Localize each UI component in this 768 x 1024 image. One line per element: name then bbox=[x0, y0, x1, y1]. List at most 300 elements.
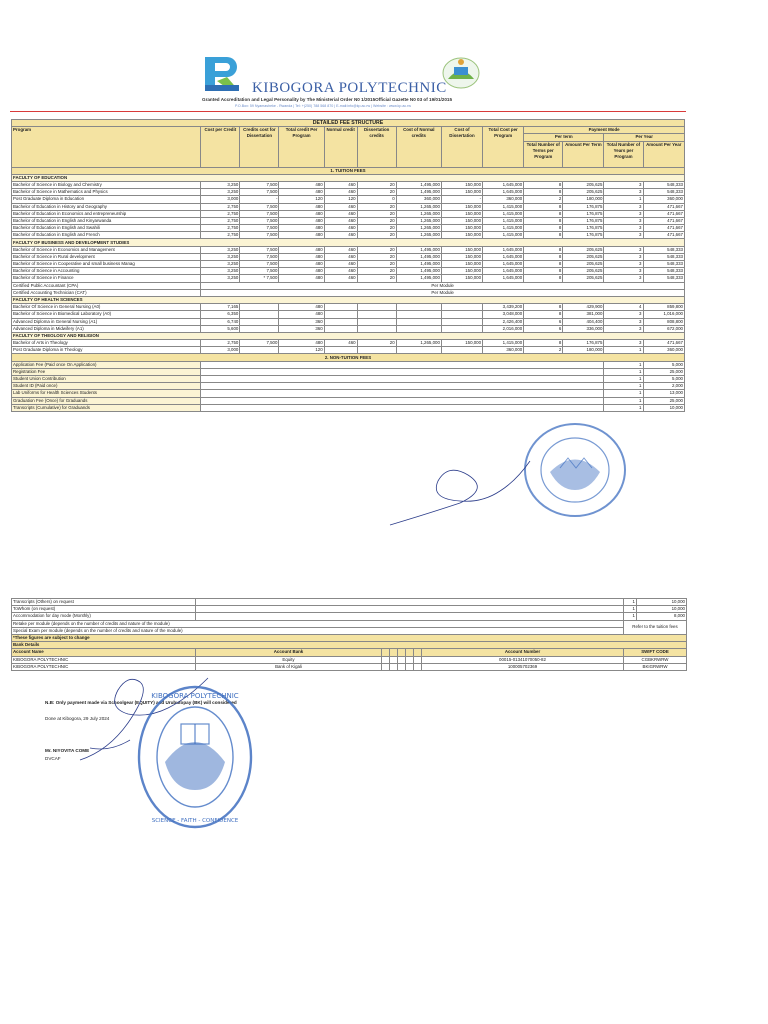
fee-cell: 7,500 bbox=[240, 246, 279, 253]
fee-cell: 3,250 bbox=[201, 189, 240, 196]
fee-cell: 360,000 bbox=[483, 347, 524, 354]
faculty-name: FACULTY OF EDUCATION bbox=[12, 174, 685, 181]
bank-col-account-bank: Account Bank bbox=[196, 649, 382, 656]
fee-cell: 471,667 bbox=[643, 217, 685, 224]
fee-cell bbox=[324, 304, 357, 311]
non-tuition-row bbox=[12, 368, 685, 375]
fee-count: 1 bbox=[624, 613, 637, 620]
per-module-note: Per Module bbox=[201, 282, 685, 289]
fee-cell: 20 bbox=[357, 203, 396, 210]
fee-cell: 20 bbox=[357, 225, 396, 232]
fee-name: Application Fee (Paid once On Application) bbox=[12, 361, 201, 368]
blank-cell bbox=[201, 404, 604, 411]
fee-cell: 2 bbox=[524, 347, 563, 354]
fee-cell: 7,500 bbox=[240, 232, 279, 239]
fee-cell: 205,625 bbox=[563, 253, 604, 260]
fee-cell: 480 bbox=[279, 268, 324, 275]
fee-cell: 205,625 bbox=[563, 275, 604, 282]
per-module-note: Per Module bbox=[201, 289, 685, 296]
program-row bbox=[12, 311, 685, 318]
blank-cell bbox=[201, 368, 604, 375]
blank-cell bbox=[382, 656, 390, 663]
col-program: Program bbox=[12, 127, 201, 167]
blank-cell bbox=[382, 649, 390, 656]
fee-cell: 3 bbox=[604, 189, 643, 196]
fee-cell: 1,265,000 bbox=[396, 203, 441, 210]
fee-cell: 7,500 bbox=[240, 253, 279, 260]
fee-row bbox=[12, 613, 687, 620]
account-number: 00015-01341070050-82 bbox=[422, 656, 624, 663]
fee-cell: 1,415,000 bbox=[483, 225, 524, 232]
signature-icon bbox=[380, 455, 540, 535]
program-name: Post Graduate Diploma in Education bbox=[12, 196, 201, 203]
fee-name: Student ID (Paid once) bbox=[12, 383, 201, 390]
fee-cell: 480 bbox=[279, 275, 324, 282]
fee-cell: 480 bbox=[279, 217, 324, 224]
fee-cell: 8 bbox=[524, 203, 563, 210]
fee-cell: 8 bbox=[524, 246, 563, 253]
fee-cell: 1,415,000 bbox=[483, 340, 524, 347]
blank-cell bbox=[406, 663, 414, 670]
special-exam-row bbox=[12, 627, 687, 634]
blank-cell bbox=[390, 663, 398, 670]
fee-cell: 176,875 bbox=[563, 340, 604, 347]
faculty-name: FACULTY OF HEALTH SCIENCES bbox=[12, 296, 685, 303]
fee-cell: 1 bbox=[604, 347, 643, 354]
fee-cell: 6,740 bbox=[201, 318, 240, 325]
fee-cell: 8 bbox=[524, 253, 563, 260]
program-row bbox=[12, 304, 685, 311]
fee-cell bbox=[441, 325, 482, 332]
program-name: Bachelor of Science in Biology and Chemistry bbox=[12, 181, 201, 188]
fee-cell bbox=[441, 311, 482, 318]
program-row bbox=[12, 268, 685, 275]
program-row bbox=[12, 217, 685, 224]
fee-name: Accommodation for day mode (Monthly) bbox=[12, 613, 196, 620]
fee-cell: 2,750 bbox=[201, 203, 240, 210]
fee-cell: 480 bbox=[279, 246, 324, 253]
program-name: Bachelor of Science in Mathematics and Physics bbox=[12, 189, 201, 196]
fee-cell: 176,875 bbox=[563, 225, 604, 232]
fee-cell: 548,333 bbox=[643, 261, 685, 268]
blank-cell bbox=[201, 390, 604, 397]
fee-count: 1 bbox=[604, 376, 643, 383]
fee-cell: 7,500 bbox=[240, 210, 279, 217]
fee-cell: 1,495,000 bbox=[396, 275, 441, 282]
fee-cell: 176,875 bbox=[563, 217, 604, 224]
blank-cell bbox=[196, 613, 624, 620]
fee-count: 1 bbox=[624, 606, 637, 613]
fee-cell: 2,750 bbox=[201, 225, 240, 232]
program-name: Bachelor of Science in Economics and Management bbox=[12, 246, 201, 253]
blank-cell bbox=[196, 599, 624, 606]
fee-count: 1 bbox=[604, 361, 643, 368]
accreditation-line: Granted Accreditation and Legal Personality by The Ministerial Order N0 1/2015Official Gazette N0 03 of 19/01/2015 bbox=[202, 97, 453, 102]
fee-cell: 360,000 bbox=[643, 196, 685, 203]
fee-row bbox=[12, 606, 687, 613]
fee-cell: 2,426,400 bbox=[483, 318, 524, 325]
fee-cell: 859,800 bbox=[643, 304, 685, 311]
bank-header-row bbox=[12, 649, 687, 656]
account-number: 100005702369 bbox=[422, 663, 624, 670]
fee-cell: - bbox=[240, 196, 279, 203]
fee-cell: 8 bbox=[524, 225, 563, 232]
fee-cell: 176,875 bbox=[563, 232, 604, 239]
header-divider bbox=[10, 111, 686, 112]
program-name: Bachelor of Science in Finance bbox=[12, 275, 201, 282]
fee-cell: 480 bbox=[279, 253, 324, 260]
faculty-name: FACULTY OF BUSINESS AND DEVELOPMENT STUDIES bbox=[12, 239, 685, 246]
program-row bbox=[12, 225, 685, 232]
fee-cell bbox=[396, 304, 441, 311]
fee-cell: 8 bbox=[524, 304, 563, 311]
fee-cell: 460 bbox=[324, 261, 357, 268]
fee-cell bbox=[240, 304, 279, 311]
fee-cell bbox=[240, 318, 279, 325]
col-amount-per-term: Amount Per Term bbox=[563, 141, 604, 167]
non-tuition-section-title: 2. NON-TUITION FEES bbox=[12, 354, 685, 361]
table-title: DETAILED FEE STRUCTURE bbox=[12, 120, 685, 127]
fee-cell: 480 bbox=[279, 261, 324, 268]
fee-cell: 1,495,000 bbox=[396, 181, 441, 188]
blank-cell bbox=[201, 361, 604, 368]
fee-cell: 20 bbox=[357, 181, 396, 188]
faculty-header-row bbox=[12, 239, 685, 246]
fee-cell: 1,415,000 bbox=[483, 217, 524, 224]
fee-cell: 360,000 bbox=[483, 196, 524, 203]
fee-cell: 3,048,000 bbox=[483, 311, 524, 318]
fee-cell: 3 bbox=[604, 325, 643, 332]
non-tuition-row bbox=[12, 383, 685, 390]
account-name: KIBOGORA POLYTECHNIC bbox=[12, 663, 196, 670]
fee-cell: 8 bbox=[524, 268, 563, 275]
fee-cell: 460 bbox=[324, 225, 357, 232]
non-tuition-section-row bbox=[12, 354, 685, 361]
program-row bbox=[12, 289, 685, 296]
fee-cell: 150,000 bbox=[441, 232, 482, 239]
program-row bbox=[12, 325, 685, 332]
fee-cell bbox=[240, 347, 279, 354]
bank-col-account-name: Account Name bbox=[12, 649, 196, 656]
faculty-name: FACULTY OF THEOLOGY AND RELIGION bbox=[12, 332, 685, 339]
signatory-title: DVCAF bbox=[45, 756, 61, 761]
fee-cell: 3 bbox=[604, 261, 643, 268]
program-name: Bachelor of Science in Accounting bbox=[12, 268, 201, 275]
blank-cell bbox=[390, 649, 398, 656]
stamp-top-text: KIBOGORA POLYTECHNIC bbox=[151, 692, 239, 700]
col-years-per-program: Total Number of Years per Program bbox=[604, 141, 643, 167]
program-name: Bachelor of Education in English and Kinyarwanda bbox=[12, 217, 201, 224]
fee-amount: 10,000 bbox=[637, 606, 687, 613]
fee-cell: 1,645,000 bbox=[483, 253, 524, 260]
fee-cell: 548,333 bbox=[643, 268, 685, 275]
fee-cell: 1 bbox=[604, 196, 643, 203]
col-total-cost: Total Cost per Program bbox=[483, 127, 524, 167]
fee-cell bbox=[324, 318, 357, 325]
fee-cell: 20 bbox=[357, 340, 396, 347]
fee-cell: 471,667 bbox=[643, 340, 685, 347]
blank-cell bbox=[414, 649, 422, 656]
fee-cell: 20 bbox=[357, 217, 396, 224]
fee-cell: 460 bbox=[324, 275, 357, 282]
fee-count: 1 bbox=[604, 368, 643, 375]
blank-cell bbox=[201, 397, 604, 404]
fee-cell: 3,250 bbox=[201, 253, 240, 260]
fee-cell: 360,000 bbox=[643, 347, 685, 354]
retake-row bbox=[12, 620, 687, 627]
fee-cell: 20 bbox=[357, 246, 396, 253]
bank-details-title: Bank Details bbox=[12, 642, 687, 649]
fee-amount: 25,000 bbox=[643, 368, 685, 375]
fee-count: 1 bbox=[624, 599, 637, 606]
fee-cell: 480 bbox=[279, 304, 324, 311]
fee-cell: 7,500 bbox=[240, 340, 279, 347]
fee-cell: 1,645,000 bbox=[483, 189, 524, 196]
program-name: Bachelor of Education in History and Geography bbox=[12, 203, 201, 210]
fee-cell: 480 bbox=[279, 232, 324, 239]
non-tuition-row bbox=[12, 361, 685, 368]
program-name: Post Graduate Diploma in Theology bbox=[12, 347, 201, 354]
fee-cell: 1,265,000 bbox=[396, 210, 441, 217]
program-row bbox=[12, 261, 685, 268]
fee-cell bbox=[441, 304, 482, 311]
program-row bbox=[12, 318, 685, 325]
fee-cell: 404,400 bbox=[563, 318, 604, 325]
fee-cell: 7,500 bbox=[240, 268, 279, 275]
fee-cell: 1,495,000 bbox=[396, 268, 441, 275]
fee-cell: 8 bbox=[524, 189, 563, 196]
fee-amount: 5,000 bbox=[643, 361, 685, 368]
fee-count: 1 bbox=[604, 397, 643, 404]
note-row bbox=[12, 634, 687, 641]
faculty-header-row bbox=[12, 174, 685, 181]
fee-cell: 120 bbox=[279, 347, 324, 354]
fee-cell: 1,265,000 bbox=[396, 232, 441, 239]
fee-cell: 8 bbox=[524, 210, 563, 217]
official-stamp-icon bbox=[135, 682, 255, 832]
fee-cell: 3,250 bbox=[201, 181, 240, 188]
fee-amount: 13,000 bbox=[643, 390, 685, 397]
fee-cell: 150,000 bbox=[441, 203, 482, 210]
fee-cell: 150,000 bbox=[441, 225, 482, 232]
fee-cell: 480 bbox=[279, 181, 324, 188]
fee-cell: 20 bbox=[357, 189, 396, 196]
bank-row bbox=[12, 656, 687, 663]
fee-cell: 120 bbox=[324, 196, 357, 203]
fee-cell: 150,000 bbox=[441, 181, 482, 188]
fee-amount: 2,000 bbox=[643, 383, 685, 390]
fee-cell: 4 bbox=[604, 304, 643, 311]
fee-cell: 150,000 bbox=[441, 268, 482, 275]
fee-cell: 460 bbox=[324, 181, 357, 188]
fee-cell: 3,439,200 bbox=[483, 304, 524, 311]
account-bank: Bank of Kigali bbox=[196, 663, 382, 670]
fee-cell: 20 bbox=[357, 210, 396, 217]
fee-cell: 3,250 bbox=[201, 261, 240, 268]
fee-structure-table bbox=[11, 119, 685, 412]
fee-cell: 150,000 bbox=[441, 210, 482, 217]
fee-cell: 3,250 bbox=[201, 246, 240, 253]
blank-cell bbox=[398, 656, 406, 663]
fee-count: 1 bbox=[604, 390, 643, 397]
program-name: Certified Public Accountant (CPA) bbox=[12, 282, 201, 289]
fee-cell: 336,000 bbox=[563, 325, 604, 332]
fee-cell: 360,000 bbox=[396, 196, 441, 203]
program-name: Bachelor of Science in Rural development bbox=[12, 253, 201, 260]
program-row bbox=[12, 340, 685, 347]
fee-cell bbox=[396, 347, 441, 354]
fee-cell: 460 bbox=[324, 232, 357, 239]
fee-cell: 3 bbox=[604, 232, 643, 239]
fee-cell: 360 bbox=[279, 318, 324, 325]
other-fees-table bbox=[11, 598, 687, 671]
faculty-header-row bbox=[12, 332, 685, 339]
tuition-section-title: 1. TUITION FEES bbox=[12, 167, 685, 174]
fee-cell: 471,667 bbox=[643, 203, 685, 210]
program-name: Bachelor of Education in English and French bbox=[12, 232, 201, 239]
program-name: Certified Accounting Technician (CAT) bbox=[12, 289, 201, 296]
fee-cell: 3 bbox=[604, 268, 643, 275]
fee-cell: 3 bbox=[604, 203, 643, 210]
fee-cell: 176,875 bbox=[563, 203, 604, 210]
fee-cell: 20 bbox=[357, 268, 396, 275]
fee-cell: 5,600 bbox=[201, 325, 240, 332]
fee-cell: 7,500 bbox=[240, 181, 279, 188]
program-row bbox=[12, 189, 685, 196]
fee-cell: 7,500 bbox=[240, 217, 279, 224]
fee-cell: 429,900 bbox=[563, 304, 604, 311]
swift-code: CGBKRWRW bbox=[624, 656, 687, 663]
fee-cell: 150,000 bbox=[441, 217, 482, 224]
program-name: Advanced Diploma in General Nursing (A1) bbox=[12, 318, 201, 325]
fee-cell: 1,415,000 bbox=[483, 203, 524, 210]
institution-name: KIBOGORA POLYTECHNIC bbox=[252, 80, 447, 96]
fee-cell: 7,500 bbox=[240, 203, 279, 210]
fee-cell: 381,000 bbox=[563, 311, 604, 318]
fee-cell: 460 bbox=[324, 210, 357, 217]
fee-cell: 3 bbox=[604, 311, 643, 318]
fee-cell bbox=[324, 325, 357, 332]
fee-cell: 548,333 bbox=[643, 275, 685, 282]
fee-cell: 3 bbox=[604, 217, 643, 224]
fee-amount: 5,000 bbox=[643, 376, 685, 383]
fee-cell: 8 bbox=[524, 232, 563, 239]
col-dissertation-credits: Dissertation credits bbox=[357, 127, 396, 167]
subject-to-change-note: *These figures are subject to change bbox=[12, 634, 687, 641]
fee-cell bbox=[396, 325, 441, 332]
fee-cell: 6,350 bbox=[201, 311, 240, 318]
fee-cell: 3 bbox=[604, 340, 643, 347]
program-row bbox=[12, 282, 685, 289]
fee-cell: 480 bbox=[279, 311, 324, 318]
payment-note: N.B: Only payment made via Schoolgear (EQUITY) and Urubutopay (BK) will considered bbox=[45, 700, 237, 705]
fee-cell: 1,645,000 bbox=[483, 246, 524, 253]
program-name: Bachelor of Science in Biomedical Laboratory (A0) bbox=[12, 311, 201, 318]
fee-cell: 7,500 bbox=[240, 225, 279, 232]
fee-cell: 20 bbox=[357, 261, 396, 268]
fee-cell: 8 bbox=[524, 181, 563, 188]
col-total-credit: Total credit Per Program bbox=[279, 127, 324, 167]
blank-cell bbox=[390, 656, 398, 663]
program-row bbox=[12, 253, 685, 260]
fee-cell bbox=[324, 347, 357, 354]
fee-cell: 2,750 bbox=[201, 232, 240, 239]
fee-cell: 205,625 bbox=[563, 181, 604, 188]
fee-cell: 3 bbox=[604, 246, 643, 253]
polytechnic-logo-icon bbox=[203, 55, 243, 95]
fee-cell: 20 bbox=[357, 275, 396, 282]
account-bank: Equity bbox=[196, 656, 382, 663]
fee-count: 1 bbox=[604, 383, 643, 390]
fee-cell: 2 bbox=[524, 196, 563, 203]
fee-cell: 471,667 bbox=[643, 225, 685, 232]
fee-cell: 205,625 bbox=[563, 261, 604, 268]
fee-cell bbox=[357, 318, 396, 325]
fee-cell: 460 bbox=[324, 217, 357, 224]
fee-cell: 2,750 bbox=[201, 217, 240, 224]
fee-cell: 150,000 bbox=[441, 189, 482, 196]
fee-cell: 205,625 bbox=[563, 189, 604, 196]
blank-cell bbox=[382, 663, 390, 670]
fee-cell: 6 bbox=[524, 318, 563, 325]
program-row bbox=[12, 203, 685, 210]
fee-name: Lab Uniforms for Health Sciences Students bbox=[12, 390, 201, 397]
fee-cell: 2,750 bbox=[201, 210, 240, 217]
fee-cell bbox=[357, 347, 396, 354]
fee-cell: 360 bbox=[279, 325, 324, 332]
fee-cell: 480 bbox=[279, 210, 324, 217]
fee-cell: 180,000 bbox=[563, 196, 604, 203]
fee-cell: 7,500 bbox=[240, 261, 279, 268]
col-payment-mode: Payment Mode bbox=[524, 127, 685, 134]
fee-name: Special Exam per module (depends on the number of credits and nature of the module) bbox=[12, 627, 624, 634]
fee-cell: 3 bbox=[604, 210, 643, 217]
blank-cell bbox=[414, 656, 422, 663]
fee-cell: 2,750 bbox=[201, 340, 240, 347]
fee-cell: 1,495,000 bbox=[396, 246, 441, 253]
non-tuition-row bbox=[12, 397, 685, 404]
fee-cell: 1,645,000 bbox=[483, 261, 524, 268]
account-name: KIBOGORA POLYTECHNIC bbox=[12, 656, 196, 663]
program-name: Advanced Diploma in Midwifery (A1) bbox=[12, 325, 201, 332]
col-per-term: Per term bbox=[524, 134, 604, 141]
fee-cell: 8 bbox=[524, 275, 563, 282]
swift-code: BKIGRWRW bbox=[624, 663, 687, 670]
fee-count: 1 bbox=[604, 404, 643, 411]
fee-amount: 10,000 bbox=[637, 599, 687, 606]
fee-cell: 1,645,000 bbox=[483, 268, 524, 275]
done-at-line: Done at Kibogora, 29 July 2024 bbox=[45, 716, 110, 721]
fee-cell: 3 bbox=[604, 275, 643, 282]
stamp-bottom-text: SCIENCE - FAITH - CONFIDENCE bbox=[151, 818, 239, 824]
fee-cell bbox=[357, 311, 396, 318]
fee-cell: - bbox=[441, 196, 482, 203]
fee-cell: 672,000 bbox=[643, 325, 685, 332]
fee-cell bbox=[396, 311, 441, 318]
fee-cell: 1,265,000 bbox=[396, 217, 441, 224]
col-amount-per-year: Amount Per Year bbox=[643, 141, 685, 167]
fee-cell bbox=[357, 325, 396, 332]
fee-cell: 8 bbox=[524, 311, 563, 318]
program-row bbox=[12, 246, 685, 253]
fee-cell bbox=[441, 347, 482, 354]
fee-cell: 548,333 bbox=[643, 253, 685, 260]
fee-cell: 471,667 bbox=[643, 210, 685, 217]
fee-cell: 460 bbox=[324, 268, 357, 275]
program-row bbox=[12, 210, 685, 217]
fee-cell: 460 bbox=[324, 203, 357, 210]
fee-cell: 2,016,000 bbox=[483, 325, 524, 332]
